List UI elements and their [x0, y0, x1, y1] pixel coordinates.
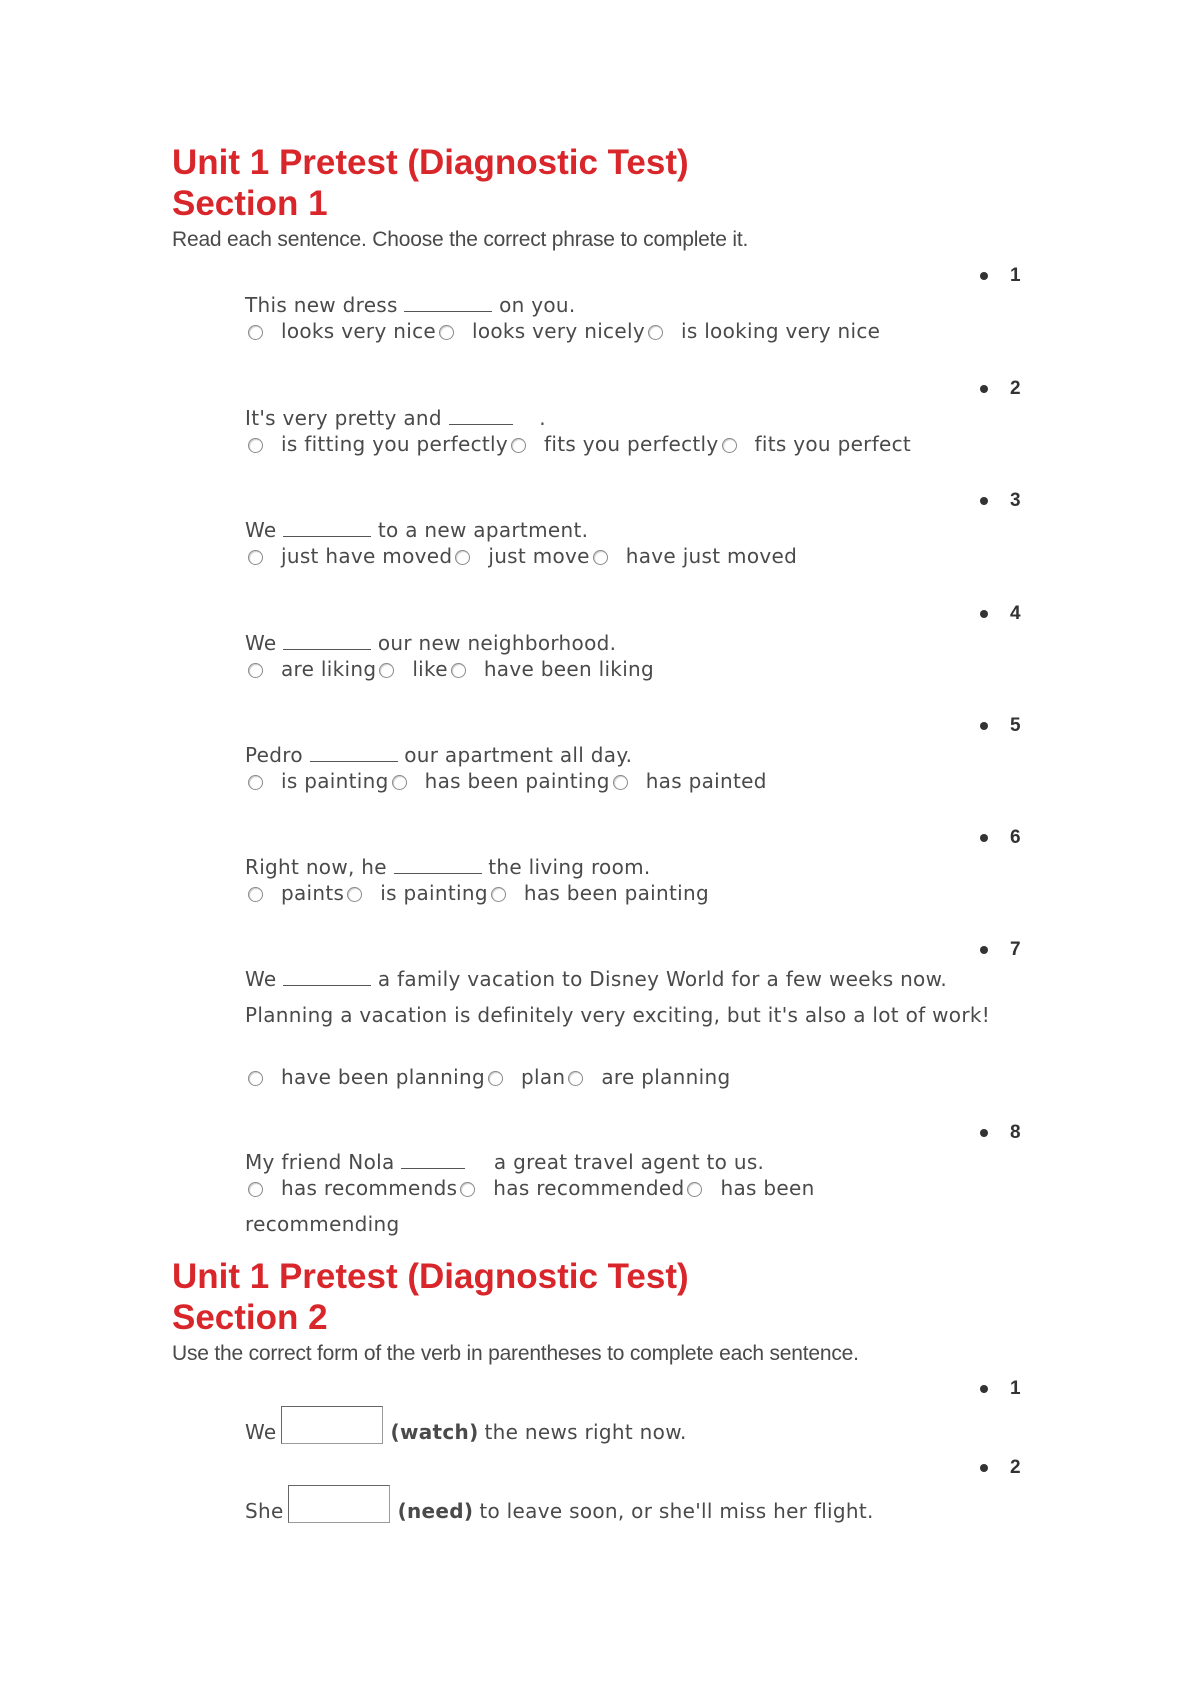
option-a[interactable]: have been planning: [245, 1065, 485, 1089]
option-b[interactable]: plan: [485, 1065, 565, 1089]
answer-options: [245, 313, 1005, 349]
option-a[interactable]: looks very nice: [245, 319, 436, 343]
bullet-icon: [980, 1385, 988, 1393]
radio-button[interactable]: [451, 663, 466, 678]
option-b[interactable]: is painting: [344, 881, 488, 905]
radio-button[interactable]: [613, 775, 628, 790]
option-c[interactable]: has been painting: [488, 881, 709, 905]
radio-button[interactable]: [488, 1071, 503, 1086]
option-a[interactable]: just have moved: [245, 544, 452, 568]
question-text: My friend Nola a great travel agent to us.: [245, 1150, 765, 1174]
radio-button[interactable]: [511, 438, 526, 453]
question-text: This new dress on you.: [245, 293, 576, 317]
answer-textbox[interactable]: [281, 1406, 383, 1444]
radio-button[interactable]: [455, 550, 470, 565]
question-text: We to a new apartment.: [245, 518, 589, 542]
option-a[interactable]: are liking: [245, 657, 376, 681]
option-b[interactable]: looks very nicely: [436, 319, 645, 343]
question-text: It's very pretty and .: [245, 406, 546, 430]
bullet-icon: [980, 385, 988, 393]
option-b[interactable]: just move: [452, 544, 589, 568]
question-number: 6: [980, 827, 1021, 849]
radio-button[interactable]: [248, 1071, 263, 1086]
section1-instructions: Read each sentence. Choose the correct phrase to complete it.: [172, 228, 749, 251]
radio-button[interactable]: [648, 325, 663, 340]
option-c[interactable]: has painted: [610, 769, 767, 793]
option-b[interactable]: like: [376, 657, 448, 681]
option-b[interactable]: has recommended: [457, 1176, 684, 1200]
option-a[interactable]: is fitting you perfectly: [245, 432, 508, 456]
option-c[interactable]: have been liking: [448, 657, 654, 681]
answer-options: [245, 763, 1005, 799]
radio-button[interactable]: [460, 1182, 475, 1197]
radio-button[interactable]: [248, 663, 263, 678]
answer-options: [245, 426, 1005, 462]
option-c[interactable]: have just moved: [590, 544, 797, 568]
answer-blank: [401, 1150, 465, 1169]
answer-options: [245, 651, 1005, 687]
radio-button[interactable]: [491, 887, 506, 902]
radio-button[interactable]: [593, 550, 608, 565]
radio-button[interactable]: [568, 1071, 583, 1086]
option-a[interactable]: is painting: [245, 769, 389, 793]
bullet-icon: [980, 1464, 988, 1472]
question-text: Right now, he the living room.: [245, 855, 651, 879]
bullet-icon: [980, 946, 988, 954]
option-a[interactable]: paints: [245, 881, 344, 905]
radio-button[interactable]: [248, 1182, 263, 1197]
radio-button[interactable]: [248, 550, 263, 565]
radio-button[interactable]: [439, 325, 454, 340]
question-text: Pedro our apartment all day.: [245, 743, 633, 767]
section1-title: Unit 1 Pretest (Diagnostic Test): [172, 143, 689, 182]
section2-instructions: Use the correct form of the verb in parentheses to complete each sentence.: [172, 1342, 859, 1365]
question-number: 2: [980, 1457, 1021, 1479]
answer-options: [245, 1059, 1005, 1095]
bullet-icon: [980, 722, 988, 730]
answer-options: [245, 538, 1005, 574]
question-number: 5: [980, 715, 1021, 737]
fill-sentence: We (watch) the news right now.: [245, 1406, 687, 1444]
answer-textbox[interactable]: [288, 1485, 390, 1523]
radio-button[interactable]: [392, 775, 407, 790]
answer-blank: [283, 631, 371, 650]
option-b[interactable]: fits you perfectly: [508, 432, 719, 456]
radio-button[interactable]: [722, 438, 737, 453]
question-text: We our new neighborhood.: [245, 631, 617, 655]
option-a[interactable]: has recommends: [245, 1176, 457, 1200]
radio-button[interactable]: [248, 325, 263, 340]
question-number: 1: [980, 265, 1021, 287]
answer-blank: [310, 743, 398, 762]
radio-button[interactable]: [248, 887, 263, 902]
option-c[interactable]: fits you perfect: [719, 432, 912, 456]
section1-heading: Section 1: [172, 184, 328, 223]
fill-sentence: She (need) to leave soon, or she'll miss her flight.: [245, 1485, 874, 1523]
radio-button[interactable]: [248, 438, 263, 453]
option-c[interactable]: are planning: [565, 1065, 730, 1089]
section2-title: Unit 1 Pretest (Diagnostic Test): [172, 1257, 689, 1296]
answer-blank: [404, 293, 492, 312]
bullet-icon: [980, 610, 988, 618]
option-b[interactable]: has been painting: [389, 769, 610, 793]
answer-options: [245, 875, 1005, 911]
section2-heading: Section 2: [172, 1298, 328, 1337]
bullet-icon: [980, 497, 988, 505]
answer-blank: [449, 406, 513, 425]
radio-button[interactable]: [687, 1182, 702, 1197]
question-number: 4: [980, 603, 1021, 625]
bullet-icon: [980, 1129, 988, 1137]
radio-button[interactable]: [347, 887, 362, 902]
question-number: 2: [980, 378, 1021, 400]
option-c[interactable]: has been recommending: [245, 1176, 815, 1236]
question-number: 1: [980, 1378, 1021, 1400]
answer-options: [245, 1170, 885, 1242]
radio-button[interactable]: [248, 775, 263, 790]
question-number: 7: [980, 939, 1021, 961]
bullet-icon: [980, 272, 988, 280]
answer-blank: [283, 967, 371, 986]
question-number: 8: [980, 1122, 1021, 1144]
question-text: We a family vacation to Disney World for a few weeks now. Planning a vacation is definitely very exciting, but it's also a lot of work!: [245, 967, 991, 1027]
answer-blank: [283, 518, 371, 537]
bullet-icon: [980, 834, 988, 842]
option-c[interactable]: is looking very nice: [645, 319, 880, 343]
radio-button[interactable]: [379, 663, 394, 678]
answer-blank: [394, 855, 482, 874]
question-number: 3: [980, 490, 1021, 512]
